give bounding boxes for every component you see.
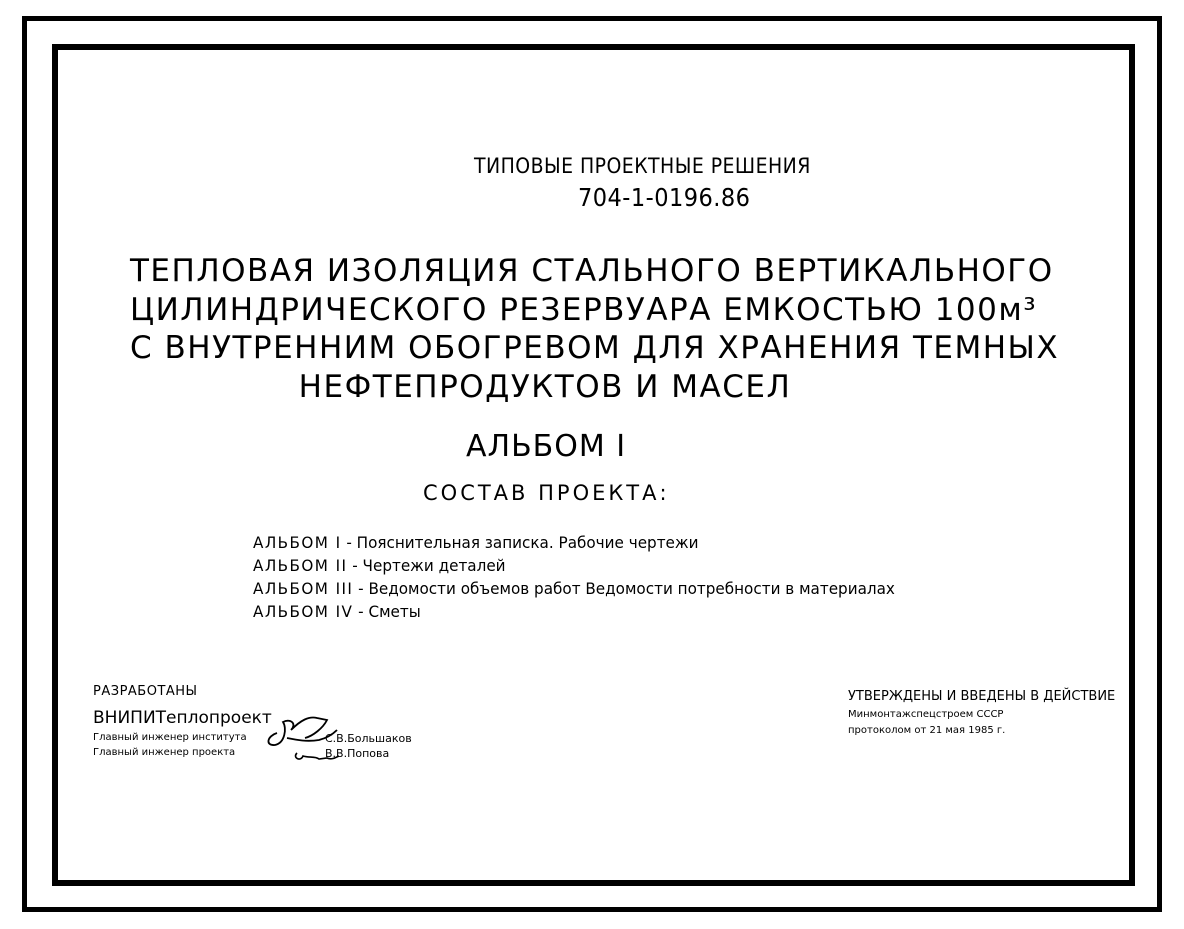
album-name: АЛЬБОМ IV [253, 602, 354, 621]
separator: - [353, 579, 369, 598]
developed-label: РАЗРАБОТАНЫ [93, 684, 198, 699]
role-label: Главный инженер института [93, 732, 247, 743]
approving-ministry: Минмонтажспецстроем СССР [848, 709, 1004, 720]
album-description: Ведомости объемов работ Ведомости потребности в материалах [368, 579, 895, 598]
album-list-item [253, 577, 895, 600]
album-list-item [253, 554, 895, 577]
album-name: АЛЬБОМ III [253, 579, 354, 598]
separator: - [341, 533, 357, 552]
title-line-1: ТЕПЛОВАЯ ИЗОЛЯЦИЯ СТАЛЬНОГО ВЕРТИКАЛЬНОГО [130, 253, 1054, 289]
album-description: Сметы [368, 602, 421, 621]
role-label: Главный инженер проекта [93, 747, 236, 758]
developer-organization: ВНИПИТеплопроект [93, 708, 272, 728]
chief-engineer-project [93, 747, 390, 760]
album-name: АЛЬБОМ I [253, 533, 342, 552]
person-name: С.В.Большаков [325, 732, 412, 745]
title-line-3: С ВНУТРЕННИМ ОБОГРЕВОМ ДЛЯ ХРАНЕНИЯ ТЕМНЫХ [130, 330, 1060, 366]
album-list [253, 531, 929, 623]
title-line-2: ЦИЛИНДРИЧЕСКОГО РЕЗЕРВУАРА ЕМКОСТЬЮ 100м³ [130, 291, 1038, 328]
chief-engineer-institute [93, 732, 412, 745]
album-description: Пояснительная записка. Рабочие чертежи [356, 533, 699, 552]
series-title: ТИПОВЫЕ ПРОЕКТНЫЕ РЕШЕНИЯ [474, 154, 811, 178]
album-description: Чертежи деталей [362, 556, 506, 575]
title-line-4: НЕФТЕПРОДУКТОВ И МАСЕЛ [298, 368, 792, 405]
handwritten-signature [257, 698, 347, 768]
album-heading: АЛЬБОМ I [466, 429, 627, 464]
separator: - [353, 602, 369, 621]
approval-protocol: протоколом от 21 мая 1985 г. [848, 725, 1006, 736]
album-name: АЛЬБОМ II [253, 556, 348, 575]
developed-by-block [93, 684, 412, 760]
separator: - [347, 556, 363, 575]
approval-block [848, 689, 1115, 736]
album-list-item [253, 600, 895, 623]
series-code: 704-1-0196.86 [578, 183, 751, 212]
document-title [130, 252, 1060, 406]
album-list-item [253, 531, 895, 554]
approval-title: УТВЕРЖДЕНЫ И ВВЕДЕНЫ В ДЕЙСТВИЕ [848, 689, 1116, 704]
person-name: В.В.Попова [325, 747, 390, 760]
composition-heading: СОСТАВ ПРОЕКТА: [423, 481, 670, 505]
